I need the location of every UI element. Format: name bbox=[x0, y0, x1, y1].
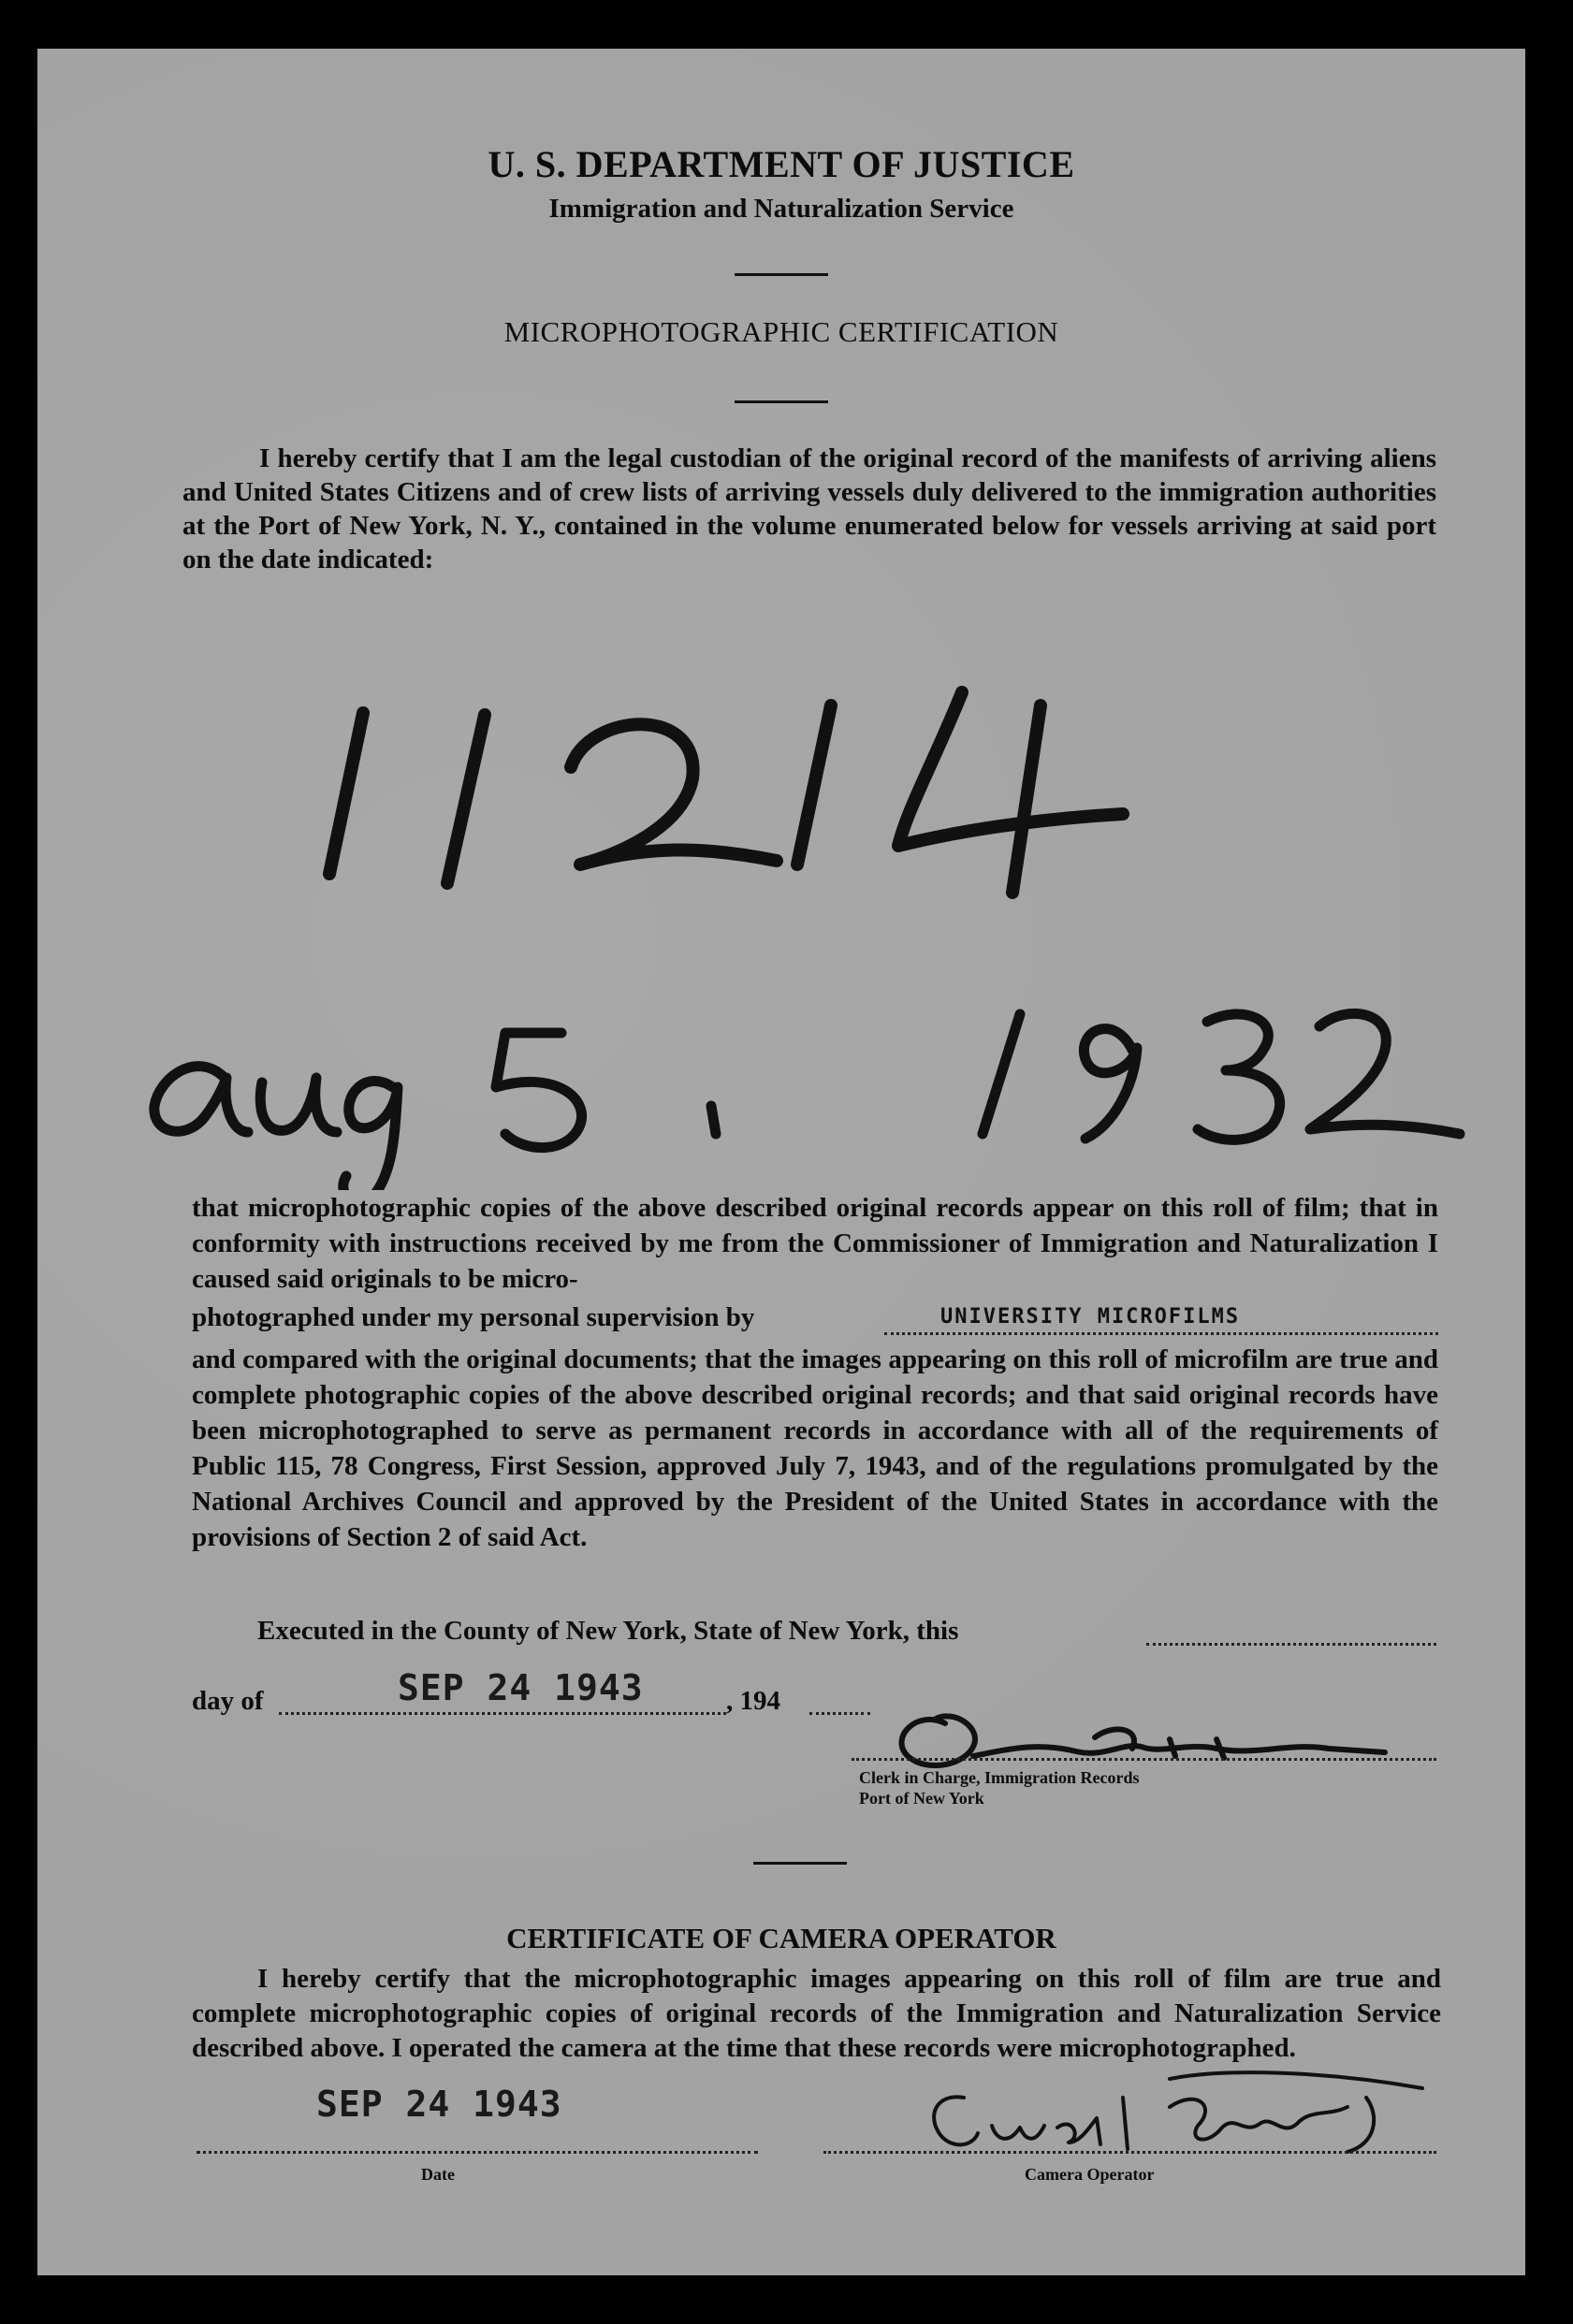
certification-intro: I hereby certify that I am the legal custodian of the original record of the manifests of arriving aliens and United States Citizens and of crew lists of arriving vessels duly delivered to the immigration authorities at the Port of New York, N. Y., contained in the volume enumerated below for vessels arriving at said port on the date indicated: bbox=[182, 443, 1436, 574]
clerk-title: Clerk in Charge, Immigration Records bbox=[859, 1768, 1140, 1787]
agency-heading: U. S. DEPARTMENT OF JUSTICE bbox=[488, 143, 1075, 185]
operator-certificate-title: CERTIFICATE OF CAMERA OPERATOR bbox=[506, 1922, 1056, 1954]
operator-divider bbox=[753, 1862, 847, 1865]
photographed-by-line bbox=[192, 1302, 1438, 1333]
photographed-by-dots bbox=[884, 1332, 1438, 1335]
photographed-by-label: photographed under my personal supervision by bbox=[192, 1302, 755, 1332]
year-suffix: , 194 bbox=[726, 1686, 780, 1716]
clerk-signature-dots bbox=[852, 1758, 1436, 1761]
service-subheading: Immigration and Naturalization Service bbox=[548, 194, 1014, 224]
handwritten-volume-number bbox=[253, 647, 1376, 928]
certification-body-start: that microphotographic copies of the above described original records appear on this roll of film; that in conformity with instructions received by me from the Commissioner of Immigration and Naturalization I caused said originals to be micro- bbox=[192, 1193, 1438, 1294]
day-of-dots bbox=[279, 1712, 726, 1715]
operator-date-stamp: SEP 24 1943 bbox=[316, 2084, 562, 2125]
clerk-port: Port of New York bbox=[859, 1789, 984, 1808]
handwritten-arrival-date bbox=[112, 947, 1507, 1190]
camera-operator-dots bbox=[823, 2151, 1436, 2154]
operator-certificate-text: I hereby certify that the microphotographic images appearing on this roll of film are true and complete microphotographic copies of original records of the Immigration and Naturalization Service described above. I operated the camera at the time that these records were microphotographed. bbox=[192, 1964, 1441, 2063]
form-title: MICROPHOTOGRAPHIC CERTIFICATION bbox=[503, 315, 1059, 348]
operator-date-dots bbox=[197, 2151, 758, 2154]
operator-date-label: Date bbox=[421, 2165, 455, 2184]
header-divider bbox=[735, 273, 828, 276]
title-divider bbox=[735, 400, 828, 403]
camera-operator-signature bbox=[889, 2060, 1450, 2172]
photographed-by-value: UNIVERSITY MICROFILMS bbox=[940, 1305, 1241, 1329]
certificate-sheet bbox=[37, 49, 1525, 2275]
executed-line: Executed in the County of New York, State of New York, this bbox=[257, 1616, 959, 1646]
executed-dots bbox=[1146, 1643, 1436, 1646]
certification-body-rest: and compared with the original documents; that the images appearing on this roll of microfilm are true and complete photographic copies of the above described original records; and that said original records have been microphotographed to serve as permanent records in accordance with all of the requirements of Public 115, 78 Congress, First Session, approved July 7, 1943, and of the regulations promulgated by the National Archives Council and approved by the President of the United States in accordance with the provisions of Section 2 of said Act. bbox=[192, 1344, 1438, 1552]
day-of-label: day of bbox=[192, 1686, 264, 1716]
day-of-stamp: SEP 24 1943 bbox=[398, 1667, 644, 1708]
camera-operator-label: Camera Operator bbox=[1025, 2165, 1155, 2184]
